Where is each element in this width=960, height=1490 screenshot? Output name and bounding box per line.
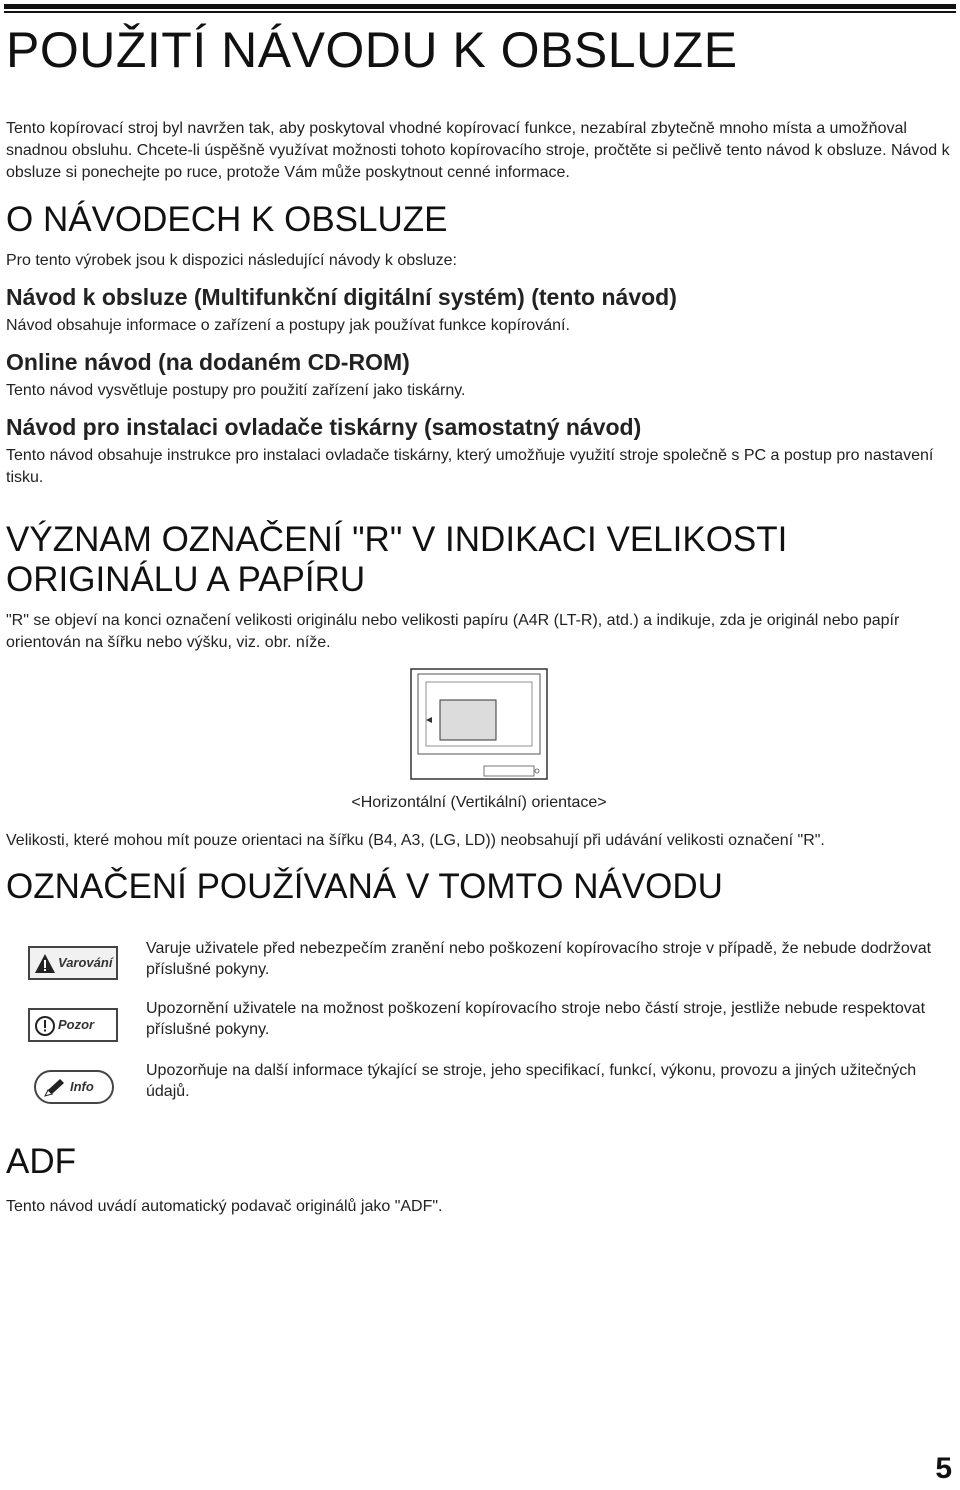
notice-warning [28,938,948,988]
info-label: Info [70,1079,94,1094]
warning-badge [28,946,118,980]
manual-text: Tento návod obsahuje instrukce pro instalaci ovladače tiskárny, který umožňuje využití stroje společně s PC a postup pro nastavení tisku. [6,447,934,486]
section-heading-symbols: OZNAČENÍ POUŽÍVANÁ V TOMTO NÁVODU [6,867,723,906]
caution-text: Upozornění uživatele na možnost poškození kopírovacího stroje nebo částí stroje, jestliže nebude respektovat příslušné pokyny. [146,1000,926,1038]
warning-text: Varuje uživatele před nebezpečím zranění nebo poškození kopírovacího stroje v případě, že nebude dodržovat příslušné pokyny. [146,940,932,978]
meaning-note: Velikosti, které mohou mít pouze orientaci na šířku (B4, A3, (LG, LD)) neobsahují při udávání velikosti označení "R". [6,832,825,849]
intro-paragraph: Tento kopírovací stroj byl navržen tak, aby poskytoval vhodné kopírovací funkce, nezabíral zbytečně mnoho místa a umožňoval snadnou obsluhu. Chcete-li úspěšně využívat možnosti tohoto kopírovacího stroje, pročtěte si pečlivě tento návod k obsluze. Návod k obsluze si ponechejte po ruce, protože Vám může poskytnout cenné informace. [6,120,950,181]
manual-title: Návod k obsluze (Multifunkční digitální systém) (tento návod) [6,284,677,310]
header-rule [4,4,956,9]
manual-text: Návod obsahuje informace o zařízení a postupy jak používat funkce kopírování. [6,317,570,334]
meaning-text: "R" se objeví na konci označení velikosti originálu nebo velikosti papíru (A4R (LT-R), atd.) a indikuje, zda je originál nebo papír orientován na šířku nebo výšku, viz. obr. níže. [6,612,900,651]
info-badge [34,1070,114,1104]
section-heading-meaning: VÝZNAM OZNAČENÍ "R" V INDIKACI VELIKOSTI ORIGINÁLU A PAPÍRU [6,520,788,599]
notice-caution [28,998,948,1048]
caution-icon [34,1015,56,1037]
page-title: POUŽITÍ NÁVODU K OBSLUZE [6,22,738,78]
orientation-diagram [410,668,548,780]
diagram-caption: <Horizontální (Vertikální) orientace> [351,794,607,811]
manual-text: Tento návod vysvětluje postupy pro použití zařízení jako tiskárny. [6,382,466,399]
warning-label: Varování [58,955,113,970]
info-text: Upozorňuje na další informace týkající se stroje, jeho specifikací, funkcí, výkonu, provozu a jiných užitečných údajů. [146,1062,917,1100]
about-lead: Pro tento výrobek jsou k dispozici následující návody k obsluze: [6,252,457,269]
section-heading-adf: ADF [6,1142,76,1181]
section-heading-about: O NÁVODECH K OBSLUZE [6,200,448,239]
notice-info [28,1060,948,1110]
manual-title: Online návod (na dodaném CD-ROM) [6,349,410,375]
page-number: 5 [935,1452,952,1485]
header-rule-thin [4,11,956,13]
warning-icon [34,953,56,975]
caution-label: Pozor [58,1017,95,1032]
caution-badge [28,1008,118,1042]
info-pencil-icon [42,1077,66,1099]
adf-text: Tento návod uvádí automatický podavač originálů jako "ADF". [6,1198,443,1215]
manual-title: Návod pro instalaci ovladače tiskárny (samostatný návod) [6,414,642,440]
